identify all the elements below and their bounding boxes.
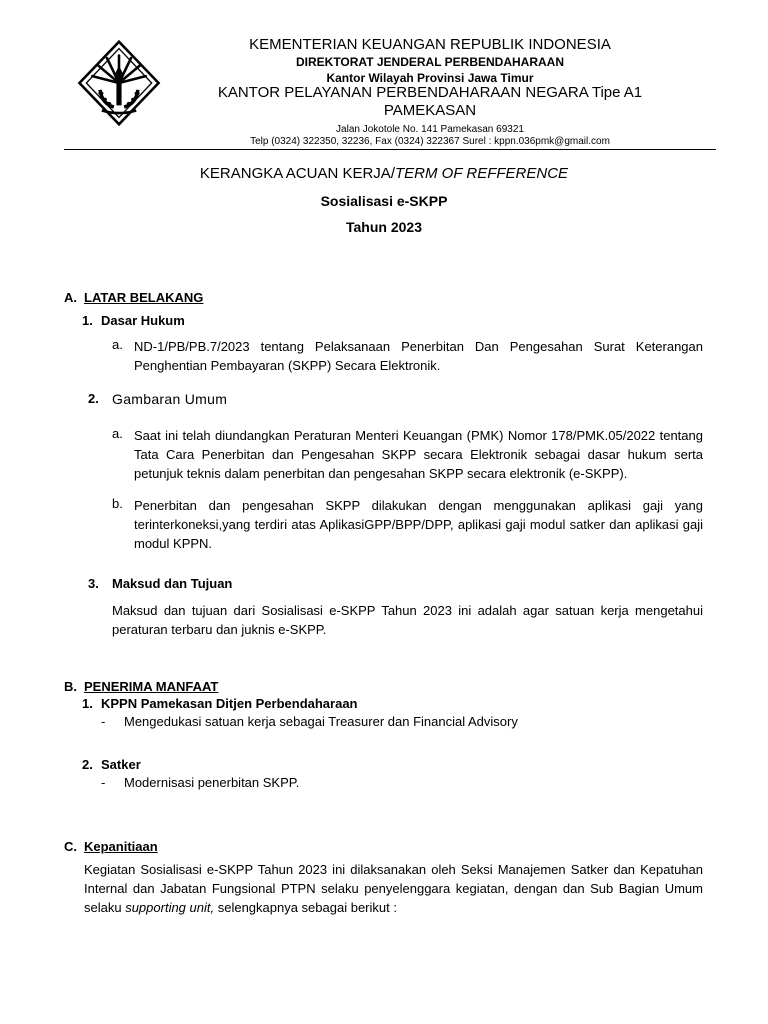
list-item: Modernisasi penerbitan SKPP.	[124, 775, 300, 790]
paragraph-text: Kegiatan Sosialisasi e-SKPP Tahun 2023 ini dilaksanakan oleh Seksi Manajemen Satker dan Kepatuhan Internal dan Jabatan Fungsional PTPN selaku penyelenggara kegiatan, dengan dan Sub Bagian Umum selaku	[84, 862, 703, 915]
paragraph	[84, 860, 703, 917]
list-item: Mengedukasi satuan kerja sebagai Treasurer dan Financial Advisory	[124, 714, 518, 729]
bullet-dash: -	[101, 775, 106, 790]
item-marker: a.	[112, 337, 123, 352]
office-city: PAMEKASAN	[383, 102, 477, 119]
subsection-b2-title: Satker	[101, 757, 141, 772]
subsection-b2-number: 2.	[82, 757, 93, 772]
ministry-name: KEMENTERIAN KEUANGAN REPUBLIK INDONESIA	[249, 36, 611, 53]
subsection-a3-title: Maksud dan Tujuan	[112, 576, 233, 591]
office-name: KANTOR PELAYANAN PERBENDAHARAAN NEGARA Tipe A1	[217, 84, 643, 101]
subsection-a2-number: 2.	[88, 391, 99, 406]
section-c-heading: Kepanitiaan	[84, 839, 158, 854]
document-year: Tahun 2023	[346, 219, 422, 235]
section-b-letter: B.	[64, 679, 77, 694]
subsection-a1-title: Dasar Hukum	[101, 313, 185, 328]
item-marker: b.	[112, 496, 123, 511]
subsection-b1-number: 1.	[82, 696, 93, 711]
letterhead-divider	[64, 149, 716, 150]
directorate-name: DIREKTORAT JENDERAL PERBENDAHARAAN	[295, 55, 565, 69]
title-italic: TERM OF REFFERENCE	[394, 165, 569, 182]
regional-office-name: Kantor Wilayah Provinsi Jawa Timur	[326, 71, 534, 85]
office-contact: Telp (0324) 322350, 32236, Fax (0324) 322367 Surel : kppn.036pmk@gmail.com	[250, 136, 610, 147]
subsection-a3-number: 3.	[88, 576, 99, 591]
document-title	[0, 165, 768, 182]
section-b-heading: PENERIMA MANFAAT	[84, 679, 219, 694]
subsection-b1-title: KPPN Pamekasan Ditjen Perbendaharaan	[101, 696, 358, 711]
paragraph-italic: supporting unit,	[125, 900, 215, 915]
section-a-heading: LATAR BELAKANG	[84, 290, 204, 305]
list-item: ND-1/PB/PB.7/2023 tentang Pelaksanaan Penerbitan Dan Pengesahan Surat Keterangan Penghentian Pembayaran (SKPP) Secara Elektronik.	[134, 339, 703, 373]
bullet-dash: -	[101, 714, 106, 729]
document-subtitle: Sosialisasi e-SKPP	[320, 193, 448, 209]
paragraph-text: selengkapnya sebagai berikut :	[214, 900, 397, 915]
item-marker: a.	[112, 426, 123, 441]
section-a-letter: A.	[64, 290, 77, 305]
section-c-letter: C.	[64, 839, 77, 854]
subsection-a1-number: 1.	[82, 313, 93, 328]
list-item: Penerbitan dan pengesahan SKPP dilakukan dengan menggunakan aplikasi gaji yang terinterkoneksi,yang terdiri atas AplikasiGPP/BPP/DPP, aplikasi gaji modul satker dan aplikasi gaji modul KPPN.	[134, 498, 703, 551]
office-address: Jalan Jokotole No. 141 Pamekasan 69321	[336, 124, 524, 135]
paragraph: Maksud dan tujuan dari Sosialisasi e-SKPP Tahun 2023 ini adalah agar satuan kerja mengetahui peraturan terbaru dan juknis e-SKPP.	[112, 603, 703, 637]
list-item: Saat ini telah diundangkan Peraturan Menteri Keuangan (PMK) Nomor 178/PMK.05/2022 tentang Tata Cara Penerbitan dan Pengesahan SKPP secara Elektronik sebagai dasar hukum serta petunjuk teknis dalam penerbitan dan pengesahan SKPP secara elektronik (e-SKPP).	[134, 428, 703, 481]
title-normal: KERANGKA ACUAN KERJA/	[199, 165, 395, 182]
kemenkeu-logo	[76, 40, 162, 126]
subsection-a2-title: Gambaran Umum	[112, 391, 228, 407]
